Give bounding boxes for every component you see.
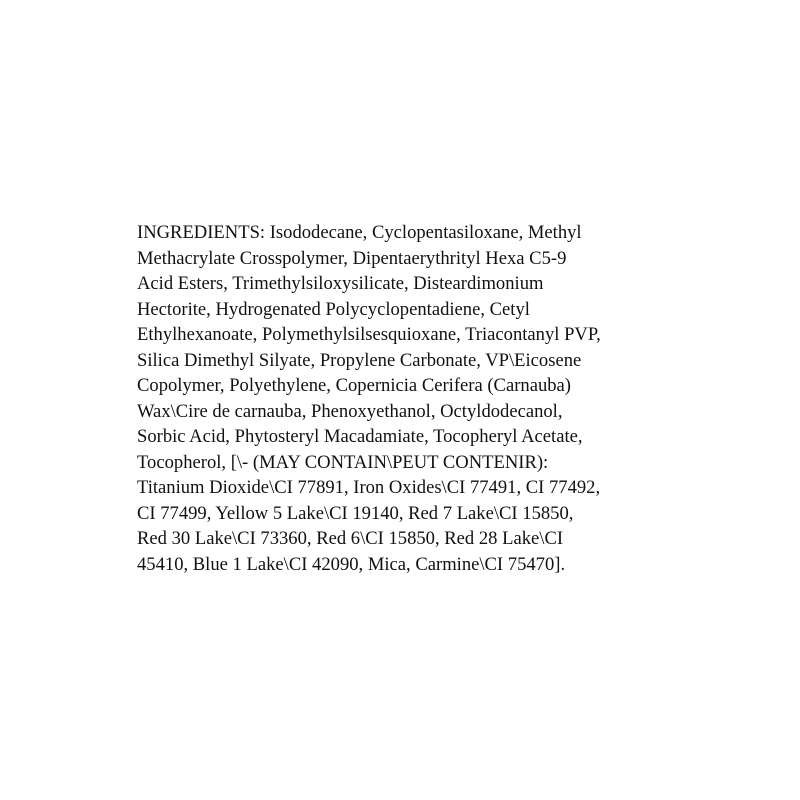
ingredients-line: Methacrylate Crosspolymer, Dipentaerythrityl Hexa C5-9: [137, 247, 567, 269]
ingredients-line: Hectorite, Hydrogenated Polycyclopentadiene, Cetyl: [137, 298, 530, 320]
ingredients-line: Sorbic Acid, Phytosteryl Macadamiate, Tocopheryl Acetate,: [137, 426, 583, 447]
ingredients-line: INGREDIENTS: Isododecane, Cyclopentasiloxane, Methyl: [137, 222, 582, 243]
ingredients-line: Acid Esters, Trimethylsiloxysilicate, Disteardimonium: [137, 273, 544, 294]
ingredients-line: 45410, Blue 1 Lake\CI 42090, Mica, Carmine\CI 75470].: [137, 553, 566, 575]
ingredients-line: Red 30 Lake\CI 73360, Red 6\CI 15850, Red 28 Lake\CI: [137, 528, 564, 549]
ingredients-line: Tocopherol, [\- (MAY CONTAIN\PEUT CONTENIR):: [137, 451, 549, 473]
ingredients-line: Copolymer, Polyethylene, Copernicia Cerifera (Carnauba): [137, 375, 571, 396]
ingredients-line: Ethylhexanoate, Polymethylsilsesquioxane, Triacontanyl PVP,: [137, 324, 601, 345]
ingredients-text: [137, 220, 697, 577]
ingredients-line: Titanium Dioxide\CI 77891, Iron Oxides\CI 77491, CI 77492,: [137, 477, 601, 498]
ingredients-line: Silica Dimethyl Silyate, Propylene Carbonate, VP\Eicosene: [137, 349, 582, 371]
ingredients-line: Wax\Cire de carnauba, Phenoxyethanol, Octyldodecanol,: [137, 400, 563, 422]
ingredients-line: CI 77499, Yellow 5 Lake\CI 19140, Red 7 Lake\CI 15850,: [137, 502, 574, 524]
